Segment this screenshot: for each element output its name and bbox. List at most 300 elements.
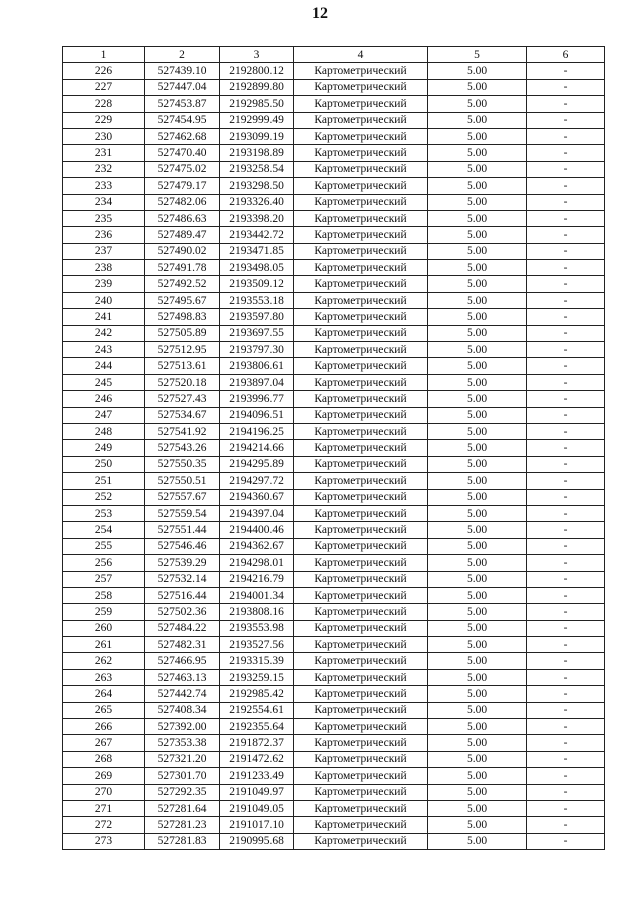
table-cell: 2194397.04 <box>220 505 294 521</box>
table-cell: 259 <box>63 604 145 620</box>
table-cell: 250 <box>63 456 145 472</box>
table-cell: 231 <box>63 145 145 161</box>
table-cell: 527512.95 <box>145 342 220 358</box>
table-cell: - <box>527 276 605 292</box>
table-cell: 260 <box>63 620 145 636</box>
table-cell: Картометрический <box>294 522 428 538</box>
table-cell: 5.00 <box>428 800 527 816</box>
table-cell: - <box>527 522 605 538</box>
table-cell: Картометрический <box>294 227 428 243</box>
table-cell: 527484.22 <box>145 620 220 636</box>
table-cell: Картометрический <box>294 751 428 767</box>
table-cell: 5.00 <box>428 686 527 702</box>
table-cell: 527281.23 <box>145 817 220 833</box>
table-row <box>63 735 605 751</box>
table-cell: 2193099.19 <box>220 128 294 144</box>
table-cell: 527551.44 <box>145 522 220 538</box>
table-cell: 527454.95 <box>145 112 220 128</box>
table-cell: 2193797.30 <box>220 342 294 358</box>
table-cell: 248 <box>63 423 145 439</box>
table-row <box>63 243 605 259</box>
table-cell: - <box>527 178 605 194</box>
table-cell: 527353.38 <box>145 735 220 751</box>
table-cell: 5.00 <box>428 161 527 177</box>
table-cell: 527532.14 <box>145 571 220 587</box>
table-cell: Картометрический <box>294 342 428 358</box>
table-cell: 527541.92 <box>145 423 220 439</box>
table-cell: Картометрический <box>294 128 428 144</box>
table-row <box>63 800 605 816</box>
table-cell: Картометрический <box>294 473 428 489</box>
table-row <box>63 538 605 554</box>
table-cell: - <box>527 112 605 128</box>
table-cell: 233 <box>63 178 145 194</box>
table-cell: Картометрический <box>294 555 428 571</box>
table-cell: Картометрический <box>294 194 428 210</box>
table-row <box>63 784 605 800</box>
table-cell: - <box>527 719 605 735</box>
table-row <box>63 587 605 603</box>
table-cell: 247 <box>63 407 145 423</box>
table-cell: 226 <box>63 63 145 79</box>
table-cell: - <box>527 702 605 718</box>
table-cell: 238 <box>63 260 145 276</box>
table-row <box>63 292 605 308</box>
table-cell: - <box>527 210 605 226</box>
table-row <box>63 817 605 833</box>
table-cell: - <box>527 473 605 489</box>
table-cell: 5.00 <box>428 555 527 571</box>
column-header: 5 <box>428 47 527 63</box>
table-cell: - <box>527 440 605 456</box>
table-cell: 527527.43 <box>145 391 220 407</box>
table-cell: 5.00 <box>428 276 527 292</box>
table-cell: 252 <box>63 489 145 505</box>
table-cell: 5.00 <box>428 227 527 243</box>
table-cell: 5.00 <box>428 96 527 112</box>
table-cell: 241 <box>63 309 145 325</box>
table-cell: 5.00 <box>428 522 527 538</box>
table-cell: 2194360.67 <box>220 489 294 505</box>
page-number: 12 <box>312 5 328 22</box>
table-cell: 527462.68 <box>145 128 220 144</box>
table-cell: 5.00 <box>428 260 527 276</box>
table-cell: - <box>527 538 605 554</box>
table-row <box>63 178 605 194</box>
table-cell: - <box>527 243 605 259</box>
table-cell: 256 <box>63 555 145 571</box>
table-cell: 5.00 <box>428 653 527 669</box>
table-cell: 243 <box>63 342 145 358</box>
table-cell: Картометрический <box>294 620 428 636</box>
table-row <box>63 653 605 669</box>
table-cell: Картометрический <box>294 276 428 292</box>
column-header: 1 <box>63 47 145 63</box>
table-cell: - <box>527 145 605 161</box>
table-cell: Картометрический <box>294 686 428 702</box>
table-row <box>63 571 605 587</box>
table-cell: 5.00 <box>428 604 527 620</box>
table-row <box>63 325 605 341</box>
table-cell: - <box>527 653 605 669</box>
table-cell: 270 <box>63 784 145 800</box>
table-cell: 527301.70 <box>145 768 220 784</box>
table-cell: 2191017.10 <box>220 817 294 833</box>
table-row <box>63 505 605 521</box>
table-cell: 5.00 <box>428 456 527 472</box>
table-cell: - <box>527 555 605 571</box>
table-cell: 227 <box>63 79 145 95</box>
table-cell: 269 <box>63 768 145 784</box>
table-cell: - <box>527 784 605 800</box>
table-cell: - <box>527 260 605 276</box>
table-cell: 527550.35 <box>145 456 220 472</box>
table-cell: 2193697.55 <box>220 325 294 341</box>
table-cell: 2193398.20 <box>220 210 294 226</box>
table-cell: - <box>527 161 605 177</box>
table-row <box>63 145 605 161</box>
table-cell: - <box>527 489 605 505</box>
column-header: 2 <box>145 47 220 63</box>
table-cell: Картометрический <box>294 292 428 308</box>
table-cell: 2194096.51 <box>220 407 294 423</box>
table-cell: - <box>527 571 605 587</box>
table-cell: 5.00 <box>428 620 527 636</box>
table-cell: 5.00 <box>428 194 527 210</box>
table-cell: 527492.52 <box>145 276 220 292</box>
table-cell: Картометрический <box>294 260 428 276</box>
table-cell: 237 <box>63 243 145 259</box>
table-cell: 2193258.54 <box>220 161 294 177</box>
coordinates-table <box>62 46 605 850</box>
table-cell: 527516.44 <box>145 587 220 603</box>
table-cell: Картометрический <box>294 735 428 751</box>
table-cell: 527321.20 <box>145 751 220 767</box>
table-cell: 2194400.46 <box>220 522 294 538</box>
table-cell: 5.00 <box>428 702 527 718</box>
table-cell: 2193597.80 <box>220 309 294 325</box>
table-cell: 5.00 <box>428 112 527 128</box>
table-row <box>63 768 605 784</box>
table-cell: - <box>527 800 605 816</box>
table-cell: 527463.13 <box>145 669 220 685</box>
table-cell: 2191233.49 <box>220 768 294 784</box>
table-cell: 245 <box>63 374 145 390</box>
table-cell: Картометрический <box>294 440 428 456</box>
table-cell: 5.00 <box>428 505 527 521</box>
table-cell: Картометрический <box>294 817 428 833</box>
table-cell: 527490.02 <box>145 243 220 259</box>
table-cell: Картометрический <box>294 358 428 374</box>
table-cell: Картометрический <box>294 669 428 685</box>
table-cell: 5.00 <box>428 538 527 554</box>
table-cell: 527482.06 <box>145 194 220 210</box>
table-cell: 5.00 <box>428 342 527 358</box>
table-cell: 267 <box>63 735 145 751</box>
table-cell: - <box>527 96 605 112</box>
table-cell: - <box>527 128 605 144</box>
table-cell: 5.00 <box>428 358 527 374</box>
table-cell: 228 <box>63 96 145 112</box>
table-cell: 235 <box>63 210 145 226</box>
table-cell: 261 <box>63 637 145 653</box>
table-cell: 5.00 <box>428 637 527 653</box>
table-cell: 229 <box>63 112 145 128</box>
table-cell: 2194214.66 <box>220 440 294 456</box>
table-cell: - <box>527 309 605 325</box>
table-cell: 232 <box>63 161 145 177</box>
table-cell: 527281.83 <box>145 833 220 849</box>
table-cell: 2190995.68 <box>220 833 294 849</box>
table-cell: 272 <box>63 817 145 833</box>
table-cell: 2191049.97 <box>220 784 294 800</box>
table-cell: 236 <box>63 227 145 243</box>
table-row <box>63 473 605 489</box>
table-cell: 2193315.39 <box>220 653 294 669</box>
table-cell: 5.00 <box>428 768 527 784</box>
table-cell: Картометрический <box>294 79 428 95</box>
table-cell: Картометрический <box>294 702 428 718</box>
table-row <box>63 702 605 718</box>
table-cell: 2194297.72 <box>220 473 294 489</box>
table-cell: Картометрический <box>294 423 428 439</box>
table-row <box>63 227 605 243</box>
table-cell: 5.00 <box>428 210 527 226</box>
table-cell: 239 <box>63 276 145 292</box>
table-cell: 527498.83 <box>145 309 220 325</box>
table-row <box>63 489 605 505</box>
table-row <box>63 63 605 79</box>
table-cell: 2192999.49 <box>220 112 294 128</box>
table-cell: 230 <box>63 128 145 144</box>
table-cell: 2193259.15 <box>220 669 294 685</box>
table-cell: - <box>527 686 605 702</box>
table-cell: 527479.17 <box>145 178 220 194</box>
table-cell: 255 <box>63 538 145 554</box>
table-cell: 5.00 <box>428 833 527 849</box>
table-cell: - <box>527 292 605 308</box>
table-cell: 5.00 <box>428 391 527 407</box>
table-cell: 2193553.98 <box>220 620 294 636</box>
table-cell: 5.00 <box>428 587 527 603</box>
column-header: 6 <box>527 47 605 63</box>
table-row <box>63 96 605 112</box>
table-cell: 2193808.16 <box>220 604 294 620</box>
table-cell: - <box>527 833 605 849</box>
table-cell: 527442.74 <box>145 686 220 702</box>
table-cell: 263 <box>63 669 145 685</box>
table-cell: 527546.46 <box>145 538 220 554</box>
table-cell: - <box>527 423 605 439</box>
table-cell: Картометрический <box>294 161 428 177</box>
table-cell: - <box>527 342 605 358</box>
table-cell: 2192554.61 <box>220 702 294 718</box>
table-cell: Картометрический <box>294 505 428 521</box>
table-cell: 262 <box>63 653 145 669</box>
table-cell: 527557.67 <box>145 489 220 505</box>
table-cell: 2194362.67 <box>220 538 294 554</box>
table-cell: 5.00 <box>428 178 527 194</box>
table-cell: 527489.47 <box>145 227 220 243</box>
table-cell: Картометрический <box>294 489 428 505</box>
table-cell: 5.00 <box>428 128 527 144</box>
table-cell: 527559.54 <box>145 505 220 521</box>
table-cell: 527513.61 <box>145 358 220 374</box>
table-cell: 527539.29 <box>145 555 220 571</box>
table-cell: 527495.67 <box>145 292 220 308</box>
table-cell: - <box>527 669 605 685</box>
table-cell: 2191472.62 <box>220 751 294 767</box>
table-cell: 244 <box>63 358 145 374</box>
table-cell: - <box>527 325 605 341</box>
table-cell: 5.00 <box>428 719 527 735</box>
table-cell: 527470.40 <box>145 145 220 161</box>
table-cell: Картометрический <box>294 145 428 161</box>
table-cell: - <box>527 604 605 620</box>
table-cell: 268 <box>63 751 145 767</box>
table-row <box>63 833 605 849</box>
table-cell: 5.00 <box>428 325 527 341</box>
table-cell: 258 <box>63 587 145 603</box>
table-cell: 254 <box>63 522 145 538</box>
table-cell: - <box>527 637 605 653</box>
table-cell: - <box>527 817 605 833</box>
table-row <box>63 161 605 177</box>
table-cell: Картометрический <box>294 407 428 423</box>
table-cell: 2194196.25 <box>220 423 294 439</box>
table-cell: - <box>527 620 605 636</box>
table-cell: 5.00 <box>428 735 527 751</box>
table-row <box>63 358 605 374</box>
table-cell: 2193471.85 <box>220 243 294 259</box>
table-cell: Картометрический <box>294 604 428 620</box>
table-row <box>63 309 605 325</box>
table-cell: 266 <box>63 719 145 735</box>
table-row <box>63 751 605 767</box>
table-cell: 249 <box>63 440 145 456</box>
table-cell: - <box>527 407 605 423</box>
table-cell: Картометрический <box>294 768 428 784</box>
table-cell: 253 <box>63 505 145 521</box>
table-cell: 2193897.04 <box>220 374 294 390</box>
table-row <box>63 374 605 390</box>
table-cell: Картометрический <box>294 374 428 390</box>
table-cell: 527392.00 <box>145 719 220 735</box>
table-cell: Картометрический <box>294 587 428 603</box>
table-row <box>63 456 605 472</box>
table-cell: 246 <box>63 391 145 407</box>
table-cell: 527520.18 <box>145 374 220 390</box>
table-cell: 242 <box>63 325 145 341</box>
table-cell: 234 <box>63 194 145 210</box>
table-cell: - <box>527 79 605 95</box>
table-cell: 2194295.89 <box>220 456 294 472</box>
table-cell: 2192985.50 <box>220 96 294 112</box>
table-row <box>63 276 605 292</box>
table-cell: 251 <box>63 473 145 489</box>
table-row <box>63 342 605 358</box>
table-cell: Картометрический <box>294 719 428 735</box>
table-row <box>63 669 605 685</box>
table-row <box>63 555 605 571</box>
table-cell: 2193553.18 <box>220 292 294 308</box>
table-row <box>63 210 605 226</box>
column-header: 4 <box>294 47 428 63</box>
table-cell: 240 <box>63 292 145 308</box>
table-cell: 527550.51 <box>145 473 220 489</box>
table-cell: 527502.36 <box>145 604 220 620</box>
table-cell: 527292.35 <box>145 784 220 800</box>
table-cell: 5.00 <box>428 423 527 439</box>
table-cell: Картометрический <box>294 63 428 79</box>
table-cell: 5.00 <box>428 784 527 800</box>
table-cell: 5.00 <box>428 292 527 308</box>
table-cell: 2193527.56 <box>220 637 294 653</box>
table-row <box>63 522 605 538</box>
table-cell: Картометрический <box>294 210 428 226</box>
table-cell: Картометрический <box>294 325 428 341</box>
table-cell: 5.00 <box>428 63 527 79</box>
table-cell: 5.00 <box>428 571 527 587</box>
table-cell: 5.00 <box>428 669 527 685</box>
table-cell: 2193498.05 <box>220 260 294 276</box>
table-cell: Картометрический <box>294 243 428 259</box>
table-cell: 2191049.05 <box>220 800 294 816</box>
table-header-row <box>63 47 605 63</box>
table-cell: Картометрический <box>294 391 428 407</box>
table-cell: 527475.02 <box>145 161 220 177</box>
table-row <box>63 440 605 456</box>
table-cell: 2193509.12 <box>220 276 294 292</box>
table-row <box>63 194 605 210</box>
table-cell: 5.00 <box>428 473 527 489</box>
table-cell: 5.00 <box>428 243 527 259</box>
table-cell: Картометрический <box>294 309 428 325</box>
table-cell: 2193442.72 <box>220 227 294 243</box>
table-row <box>63 686 605 702</box>
table-cell: 2193806.61 <box>220 358 294 374</box>
table-cell: 5.00 <box>428 440 527 456</box>
table-cell: 527505.89 <box>145 325 220 341</box>
table-cell: 5.00 <box>428 145 527 161</box>
table-cell: Картометрический <box>294 833 428 849</box>
table-cell: 5.00 <box>428 489 527 505</box>
table-cell: 2191872.37 <box>220 735 294 751</box>
table-row <box>63 128 605 144</box>
table-cell: 527447.04 <box>145 79 220 95</box>
table-cell: - <box>527 751 605 767</box>
table-cell: 527439.10 <box>145 63 220 79</box>
table-cell: 527466.95 <box>145 653 220 669</box>
table-row <box>63 260 605 276</box>
table-cell: - <box>527 194 605 210</box>
table-cell: Картометрический <box>294 653 428 669</box>
table-cell: 527453.87 <box>145 96 220 112</box>
table-cell: Картометрический <box>294 637 428 653</box>
table-cell: 527491.78 <box>145 260 220 276</box>
table-cell: - <box>527 735 605 751</box>
table-row <box>63 637 605 653</box>
table-cell: - <box>527 505 605 521</box>
table-cell: 2193326.40 <box>220 194 294 210</box>
table-cell: 2193996.77 <box>220 391 294 407</box>
table-cell: 2193298.50 <box>220 178 294 194</box>
table-cell: 527281.64 <box>145 800 220 816</box>
column-header: 3 <box>220 47 294 63</box>
table-row <box>63 79 605 95</box>
table-cell: Картометрический <box>294 456 428 472</box>
table-cell: 527482.31 <box>145 637 220 653</box>
